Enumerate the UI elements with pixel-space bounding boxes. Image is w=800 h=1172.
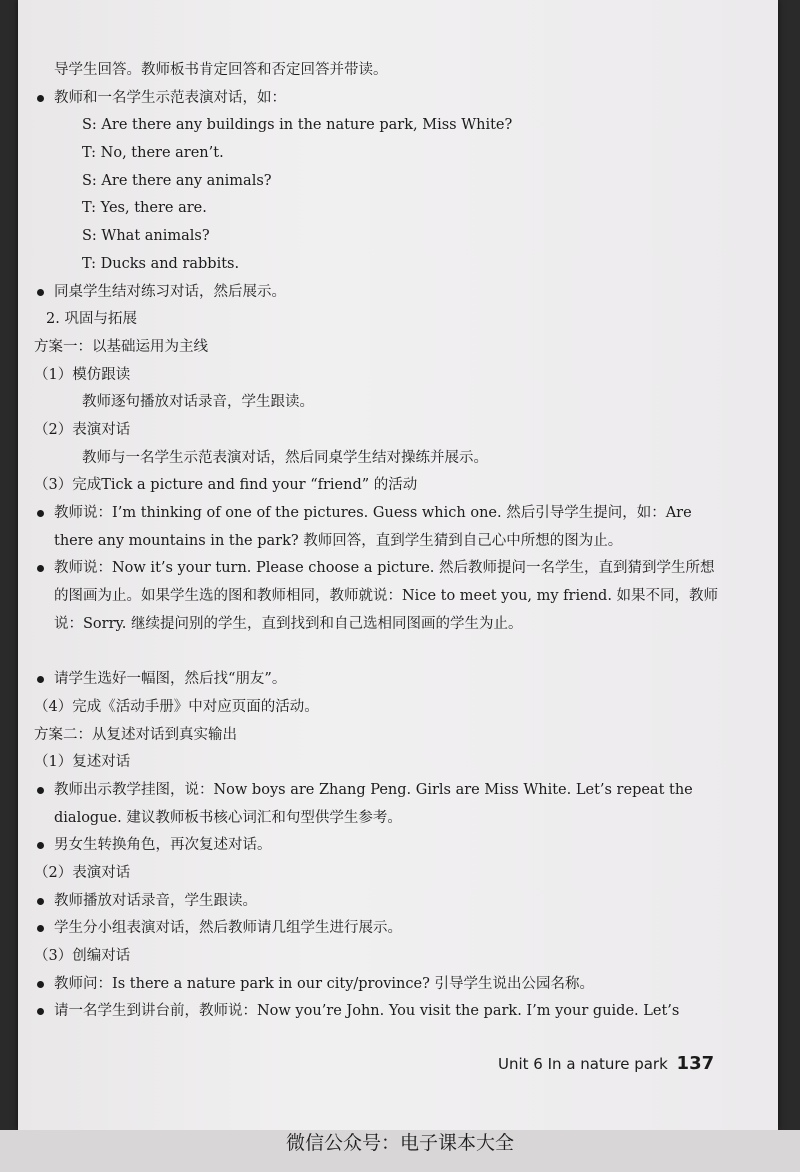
dialogue-line: T: Ducks and rabbits. [82,255,240,272]
unit-title: Unit 6 In a nature park [498,1055,668,1073]
step-heading: （4）完成《活动手册》中对应页面的活动。 [34,698,319,715]
step-heading: （3）完成Tick a picture and find your “friend” 的活动 [34,477,418,494]
step-heading: （1）模仿跟读 [34,366,131,383]
text-line: 教师逐句播放对话录音，学生跟读。 [82,394,314,411]
dialogue-line: T: Yes, there are. [82,200,207,217]
bullet-item: 同桌学生结对练习对话，然后展示。 [34,279,724,307]
bullet-item: 男女生转换角色，再次复述对话。 [34,832,724,860]
wechat-watermark: 微信公众号：电子课本大全 [285,1132,514,1154]
dialogue-line: S: What animals? [82,228,210,245]
dialogue-line: T: No, there aren’t. [82,145,224,162]
bullet-item: 教师播放对话录音，学生跟读。 [34,888,724,916]
plan-heading: 方案一：以基础运用为主线 [34,338,208,355]
step-heading: （2）表演对话 [34,865,131,882]
dialogue-line: S: Are there any buildings in the nature park, Miss White? [82,117,513,134]
bullet-item: 教师和一名学生示范表演对话，如： [34,85,724,113]
page-number: 137 [676,1053,715,1074]
bullet-item: 学生分小组表演对话，然后教师请几组学生进行展示。 [34,915,724,943]
bullet-item: 教师说：I’m thinking of one of the pictures. Guess which one. 然后引导学生提问，如：Are there any mountains in the park? 教师回答，直到学生猜到自己心中所想的图为止。 [34,500,724,555]
step-heading: （2）表演对话 [34,421,131,438]
page-content [34,57,724,1026]
bullet-item: 教师问：Is there a nature park in our city/province? 引导学生说出公园名称。 [34,971,724,999]
step-heading: （3）创编对话 [34,948,131,965]
text-line: 教师与一名学生示范表演对话，然后同桌学生结对操练并展示。 [82,449,488,466]
dialogue-line: S: Are there any animals? [82,172,272,189]
bullet-item: 教师说：Now it’s your turn. Please choose a picture. 然后教师提问一名学生，直到猜到学生所想的图画为止。如果学生选的图和教师相同，教师就说：Nice to meet you, my friend. 如果不同，教师说：Sorry. 继续提问别的学生，直到找到和自己选相同图画的学生为止。 [34,555,724,666]
plan-heading: 方案二：从复述对话到真实输出 [34,726,237,743]
bullet-item: 教师出示教学挂图，说：Now boys are Zhang Peng. Girls are Miss White. Let’s repeat the dialogue. 建议教师板书核心词汇和句型供学生参考。 [34,777,724,832]
bullet-item: 请一名学生到讲台前，教师说：Now you’re John. You visit the park. I’m your guide. Let’s [34,998,724,1026]
bullet-item: 请学生选好一幅图，然后找“朋友”。 [34,666,724,694]
step-heading: （1）复述对话 [34,754,131,771]
text-line: 导学生回答。教师板书肯定回答和否定回答并带读。 [54,62,388,78]
section-heading: 2. 巩固与拓展 [46,311,137,328]
page-footer [498,1053,714,1074]
